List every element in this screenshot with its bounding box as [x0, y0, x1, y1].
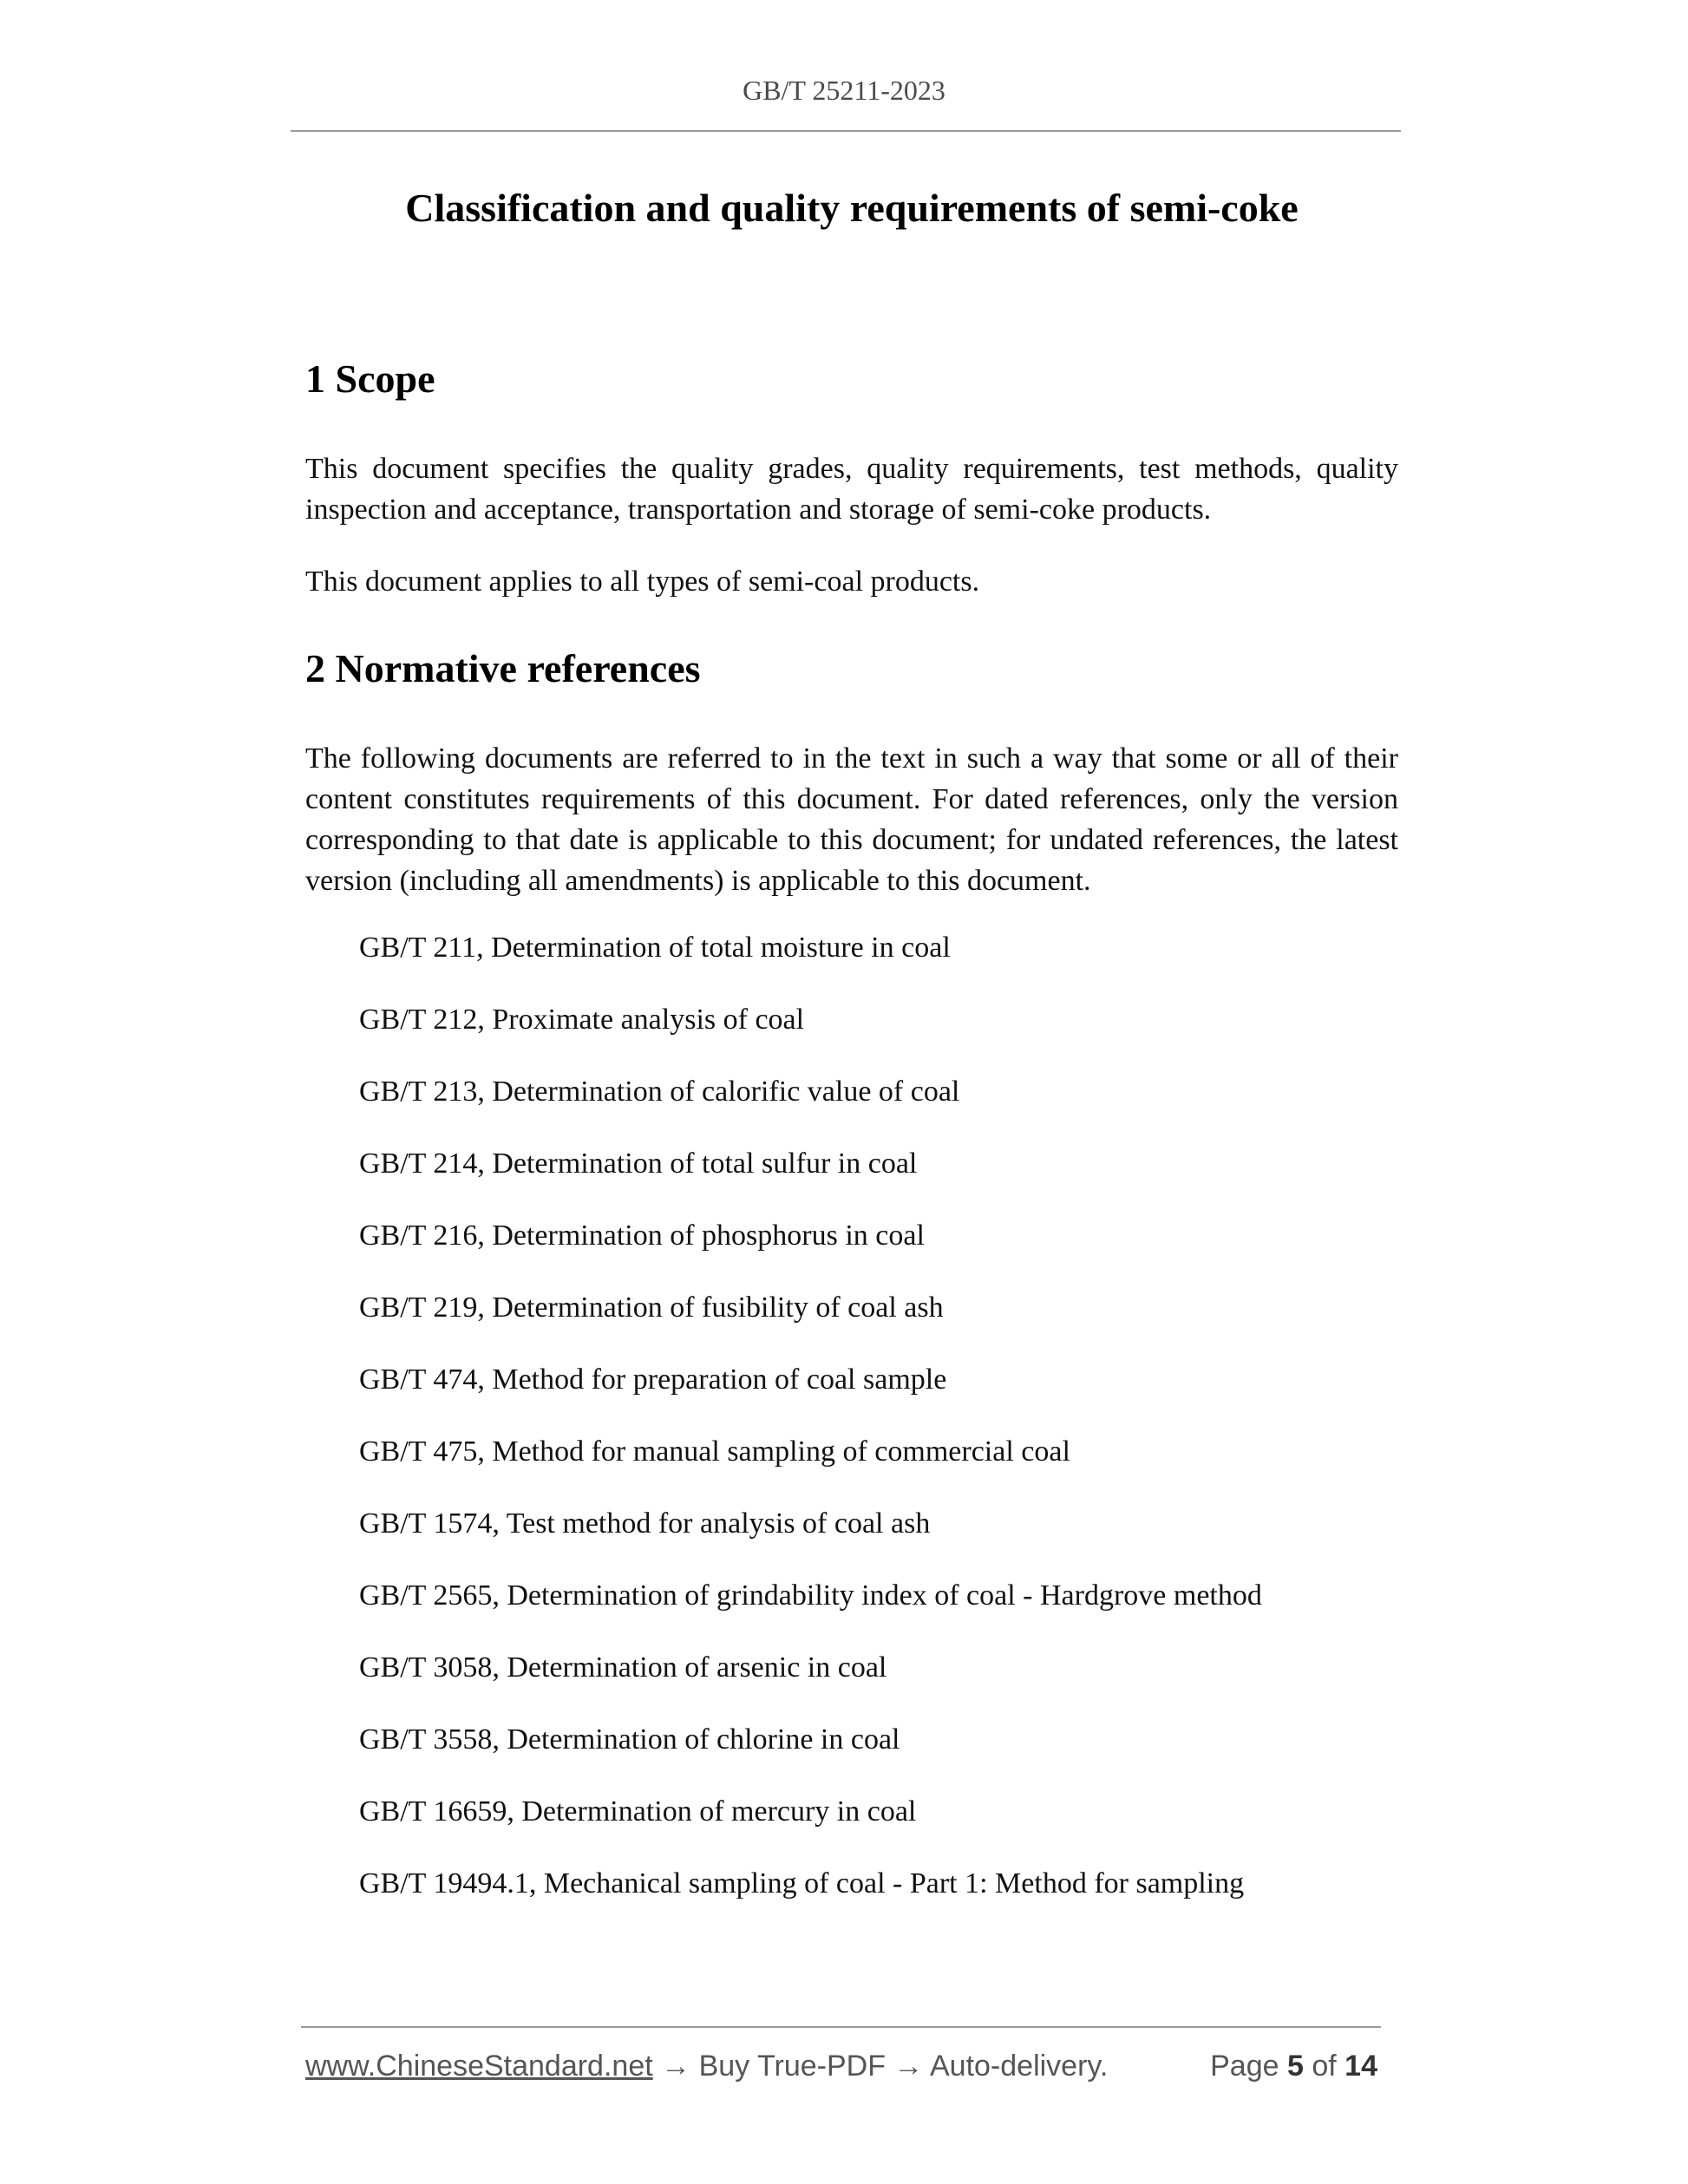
reference-item: GB/T 213, Determination of calorific value of coal: [359, 1076, 960, 1108]
reference-item: GB/T 212, Proximate analysis of coal: [359, 1004, 805, 1036]
reference-item: GB/T 475, Method for manual sampling of commercial coal: [359, 1435, 1070, 1468]
header-divider: [291, 130, 1401, 132]
footer-promo: [305, 2049, 1108, 2083]
reference-item: GB/T 19494.1, Mechanical sampling of coal - Part 1: Method for sampling: [359, 1867, 1245, 1900]
page-label: Page: [1210, 2050, 1279, 2083]
scope-paragraph: This document specifies the quality grades, quality requirements, test methods, quality inspection and acceptance, transportation and storage of semi-coke products.: [305, 453, 1398, 526]
reference-item: GB/T 214, Determination of total sulfur in coal: [359, 1148, 918, 1180]
page-of-label: of: [1312, 2050, 1337, 2083]
reference-item: GB/T 1574, Test method for analysis of coal ash: [359, 1507, 931, 1540]
section-heading-scope: 1 Scope: [305, 356, 435, 401]
reference-item: GB/T 219, Determination of fusibility of coal ash: [359, 1291, 944, 1324]
document-title: Classification and quality requirements of semi-coke: [405, 186, 1299, 230]
reference-item: GB/T 3558, Determination of chlorine in coal: [359, 1723, 900, 1756]
section-heading-normative-references: 2 Normative references: [305, 646, 701, 690]
references-intro-paragraph: The following documents are referred to in the text in such a way that some or all of their content constitutes requirements of this document. For dated references, only the version corresponding to that date is applicable to this document; for undated references, the latest version (including all amendments) is applicable to this document.: [305, 742, 1398, 897]
reference-item: GB/T 474, Method for preparation of coal sample: [359, 1363, 947, 1396]
scope-paragraph: This document applies to all types of semi-coal products.: [305, 566, 980, 598]
reference-item: GB/T 211, Determination of total moisture in coal: [359, 932, 951, 964]
reference-item: GB/T 2565, Determination of grindability index of coal - Hardgrove method: [359, 1579, 1262, 1612]
reference-item: GB/T 216, Determination of phosphorus in coal: [359, 1220, 925, 1252]
site-link[interactable]: www.ChineseStandard.net: [305, 2050, 653, 2083]
page-total: 14: [1345, 2050, 1377, 2083]
footer-promo-text: → Buy True-PDF → Auto-delivery.: [652, 2050, 1109, 2083]
reference-list: [305, 927, 1398, 1904]
footer-divider: [301, 2026, 1381, 2028]
page-indicator: [1210, 2049, 1377, 2083]
reference-item: GB/T 3058, Determination of arsenic in coal: [359, 1651, 887, 1684]
page-current: 5: [1286, 2050, 1304, 2083]
document-body: [305, 173, 1398, 1935]
header-standard-code: GB/T 25211-2023: [743, 75, 945, 106]
reference-item: GB/T 16659, Determination of mercury in coal: [359, 1795, 917, 1828]
